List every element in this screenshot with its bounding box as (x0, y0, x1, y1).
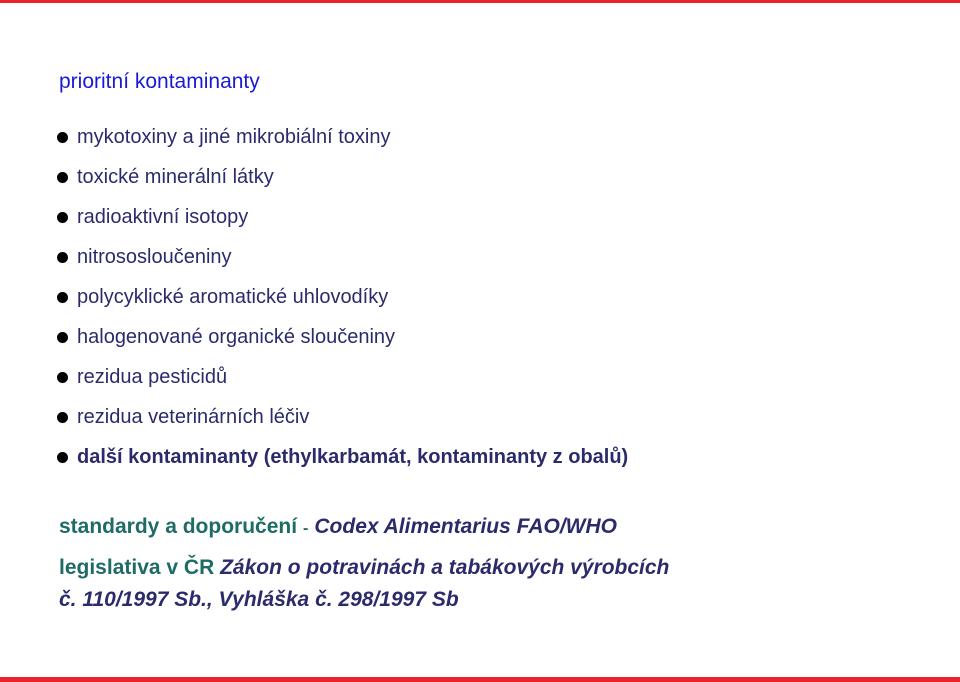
legislation-value-continued: č. 110/1997 Sb., Vyhláška č. 298/1997 Sb (59, 588, 459, 611)
list-item-text: nitrososloučeniny (77, 245, 232, 268)
bullet-icon (57, 252, 68, 263)
bullet-icon (57, 372, 68, 383)
list-item (57, 277, 628, 317)
list-item-text: rezidua veterinárních léčiv (77, 405, 310, 428)
list-item (57, 197, 628, 237)
bullet-icon (57, 412, 68, 423)
list-item (57, 317, 628, 357)
list-item-text: radioaktivní isotopy (77, 205, 249, 228)
bullet-icon (57, 332, 68, 343)
list-item-text: toxické minerální látky (77, 165, 274, 188)
bullet-icon (57, 292, 68, 303)
list-item-text: další kontaminanty (ethylkarbamát, kontaminanty z obalů) (77, 445, 629, 468)
list-item (57, 157, 628, 197)
bullet-icon (57, 132, 68, 143)
standards-label: standardy a doporučení (59, 515, 298, 538)
bullet-icon (57, 212, 68, 223)
bottom-border (0, 677, 960, 682)
top-border (0, 0, 960, 3)
list-item (57, 237, 628, 277)
list-item-text: rezidua pesticidů (77, 365, 228, 388)
standards-separator: - (303, 520, 309, 537)
list-item (57, 117, 628, 157)
list-item (57, 437, 628, 477)
bullet-icon (57, 172, 68, 183)
legislation-label: legislativa v ČR (59, 556, 215, 579)
legislation-line (59, 556, 669, 580)
contaminant-list (57, 117, 628, 477)
list-item-text: mykotoxiny a jiné mikrobiální toxiny (77, 125, 391, 148)
list-item-text: halogenované organické sloučeniny (77, 325, 396, 348)
page-title: prioritní kontaminanty (59, 70, 260, 93)
bullet-icon (57, 452, 68, 463)
list-item-text: polycyklické aromatické uhlovodíky (77, 285, 389, 308)
list-item (57, 357, 628, 397)
standards-value: Codex Alimentarius FAO/WHO (314, 515, 617, 538)
legislation-value: Zákon o potravinách a tabákových výrobcích (220, 556, 670, 579)
standards-line (59, 515, 617, 539)
list-item (57, 397, 628, 437)
